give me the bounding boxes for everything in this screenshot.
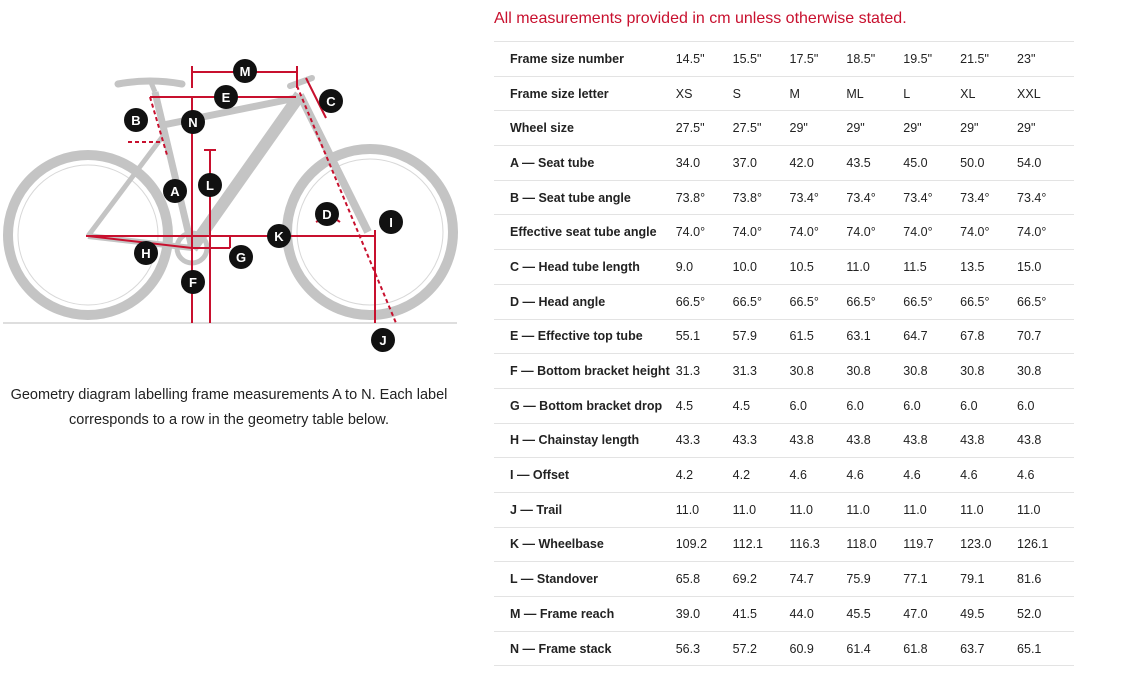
table-cell: 44.0 <box>790 597 847 632</box>
marker-D <box>315 202 339 226</box>
table-cell: 30.8 <box>790 354 847 389</box>
table-cell: 73.4° <box>846 180 903 215</box>
table-cell: 15.5" <box>733 42 790 77</box>
table-cell: 74.0° <box>903 215 960 250</box>
row-label: Wheel size <box>494 111 676 146</box>
table-cell: 11.0 <box>733 492 790 527</box>
row-label: B — Seat tube angle <box>494 180 676 215</box>
table-cell: 66.5° <box>1017 284 1074 319</box>
table-cell: 79.1 <box>960 562 1017 597</box>
table-cell: 43.3 <box>733 423 790 458</box>
row-label: N — Frame stack <box>494 631 676 666</box>
row-label: D — Head angle <box>494 284 676 319</box>
table-row <box>494 319 1074 354</box>
table-cell: 11.0 <box>846 250 903 285</box>
table-cell: 74.7 <box>790 562 847 597</box>
table-cell: 29" <box>903 111 960 146</box>
table-cell: 29" <box>790 111 847 146</box>
svg-text:H: H <box>141 246 151 261</box>
marker-A <box>163 179 187 203</box>
table-cell: 73.4° <box>1017 180 1074 215</box>
table-cell: L <box>903 76 960 111</box>
table-row <box>494 354 1074 389</box>
table-cell: 73.8° <box>676 180 733 215</box>
table-cell: 43.8 <box>790 423 847 458</box>
table-cell: 29" <box>960 111 1017 146</box>
table-row <box>494 146 1074 181</box>
geometry-table <box>494 41 1074 666</box>
table-cell: 14.5" <box>676 42 733 77</box>
table-cell: 30.8 <box>1017 354 1074 389</box>
marker-H <box>134 241 158 265</box>
table-row <box>494 250 1074 285</box>
table-cell: 74.0° <box>1017 215 1074 250</box>
svg-text:K: K <box>274 229 284 244</box>
row-label: I — Offset <box>494 458 676 493</box>
table-cell: 6.0 <box>1017 388 1074 423</box>
table-cell: 66.5° <box>960 284 1017 319</box>
table-cell: 47.0 <box>903 597 960 632</box>
table-cell: 116.3 <box>790 527 847 562</box>
row-label: M — Frame reach <box>494 597 676 632</box>
table-cell: 6.0 <box>903 388 960 423</box>
table-cell: 63.1 <box>846 319 903 354</box>
marker-L <box>198 173 222 197</box>
table-cell: 70.7 <box>1017 319 1074 354</box>
table-cell: XS <box>676 76 733 111</box>
row-label: C — Head tube length <box>494 250 676 285</box>
table-row <box>494 42 1074 77</box>
table-cell: 11.0 <box>790 492 847 527</box>
table-cell: 41.5 <box>733 597 790 632</box>
table-cell: 11.0 <box>846 492 903 527</box>
table-cell: 75.9 <box>846 562 903 597</box>
table-cell: 61.8 <box>903 631 960 666</box>
table-cell: 4.2 <box>676 458 733 493</box>
table-cell: 66.5° <box>676 284 733 319</box>
table-cell: 43.5 <box>846 146 903 181</box>
table-cell: 74.0° <box>846 215 903 250</box>
table-cell: 66.5° <box>733 284 790 319</box>
table-cell: 4.6 <box>960 458 1017 493</box>
table-cell: 10.5 <box>790 250 847 285</box>
marker-G <box>229 245 253 269</box>
table-cell: XL <box>960 76 1017 111</box>
measurement-units-notice: All measurements provided in cm unless otherwise stated. <box>494 10 907 27</box>
table-cell: 73.4° <box>960 180 1017 215</box>
table-cell: 4.5 <box>676 388 733 423</box>
table-cell: XXL <box>1017 76 1074 111</box>
table-cell: 73.4° <box>790 180 847 215</box>
marker-N <box>181 110 205 134</box>
table-cell: 43.8 <box>903 423 960 458</box>
table-row <box>494 180 1074 215</box>
table-cell: 13.5 <box>960 250 1017 285</box>
table-cell: 19.5" <box>903 42 960 77</box>
table-cell: 66.5° <box>790 284 847 319</box>
table-row <box>494 215 1074 250</box>
table-cell: 43.8 <box>846 423 903 458</box>
table-cell: M <box>790 76 847 111</box>
table-row <box>494 458 1074 493</box>
table-cell: 43.8 <box>960 423 1017 458</box>
table-cell: 4.6 <box>790 458 847 493</box>
table-cell: 4.6 <box>1017 458 1074 493</box>
marker-I <box>379 210 403 234</box>
table-row <box>494 631 1074 666</box>
table-cell: 126.1 <box>1017 527 1074 562</box>
table-cell: 6.0 <box>960 388 1017 423</box>
svg-text:M: M <box>239 64 251 79</box>
table-cell: 39.0 <box>676 597 733 632</box>
svg-text:D: D <box>322 207 332 222</box>
table-cell: 118.0 <box>846 527 903 562</box>
table-cell: 11.0 <box>903 492 960 527</box>
table-row <box>494 423 1074 458</box>
table-cell: 74.0° <box>676 215 733 250</box>
bike-geometry-diagram <box>0 40 470 360</box>
table-cell: 55.1 <box>676 319 733 354</box>
table-cell: S <box>733 76 790 111</box>
table-cell: 123.0 <box>960 527 1017 562</box>
row-label: Effective seat tube angle <box>494 215 676 250</box>
svg-text:F: F <box>189 275 197 290</box>
marker-M <box>233 59 257 83</box>
table-cell: 11.0 <box>1017 492 1074 527</box>
svg-text:A: A <box>170 184 180 199</box>
table-cell: 15.0 <box>1017 250 1074 285</box>
table-cell: 45.5 <box>846 597 903 632</box>
table-cell: 63.7 <box>960 631 1017 666</box>
table-cell: 60.9 <box>790 631 847 666</box>
table-cell: 57.9 <box>733 319 790 354</box>
table-cell: 54.0 <box>1017 146 1074 181</box>
table-row <box>494 527 1074 562</box>
table-cell: 52.0 <box>1017 597 1074 632</box>
table-row <box>494 284 1074 319</box>
row-label: G — Bottom bracket drop <box>494 388 676 423</box>
table-cell: 42.0 <box>790 146 847 181</box>
marker-F <box>181 270 205 294</box>
table-cell: 6.0 <box>846 388 903 423</box>
table-cell: 34.0 <box>676 146 733 181</box>
table-cell: 4.6 <box>903 458 960 493</box>
table-cell: 21.5" <box>960 42 1017 77</box>
row-label: J — Trail <box>494 492 676 527</box>
svg-text:I: I <box>389 215 393 230</box>
svg-text:L: L <box>206 178 214 193</box>
table-row <box>494 597 1074 632</box>
table-cell: 11.0 <box>676 492 733 527</box>
front-wheel <box>287 149 453 315</box>
table-cell: 4.5 <box>733 388 790 423</box>
table-cell: 4.6 <box>846 458 903 493</box>
table-cell: 10.0 <box>733 250 790 285</box>
table-cell: 31.3 <box>733 354 790 389</box>
marker-B <box>124 108 148 132</box>
table-cell: 61.5 <box>790 319 847 354</box>
marker-E <box>214 85 238 109</box>
diagram-caption: Geometry diagram labelling frame measurements A to N. Each label corresponds to a row in the geometry table below. <box>10 387 448 428</box>
table-cell: 74.0° <box>733 215 790 250</box>
table-cell: 30.8 <box>903 354 960 389</box>
table-cell: 9.0 <box>676 250 733 285</box>
table-cell: 49.5 <box>960 597 1017 632</box>
table-cell: 6.0 <box>790 388 847 423</box>
table-cell: 17.5" <box>790 42 847 77</box>
row-label: K — Wheelbase <box>494 527 676 562</box>
marker-K <box>267 224 291 248</box>
table-cell: 27.5" <box>676 111 733 146</box>
table-cell: 69.2 <box>733 562 790 597</box>
row-label: E — Effective top tube <box>494 319 676 354</box>
table-cell: 30.8 <box>960 354 1017 389</box>
table-cell: 61.4 <box>846 631 903 666</box>
table-row <box>494 111 1074 146</box>
table-cell: 81.6 <box>1017 562 1074 597</box>
saddle <box>118 81 182 84</box>
row-label: Frame size letter <box>494 76 676 111</box>
table-cell: 65.8 <box>676 562 733 597</box>
marker-J <box>371 328 395 352</box>
table-cell: 4.2 <box>733 458 790 493</box>
row-label: F — Bottom bracket height <box>494 354 676 389</box>
table-cell: 56.3 <box>676 631 733 666</box>
table-cell: 67.8 <box>960 319 1017 354</box>
table-cell: 109.2 <box>676 527 733 562</box>
row-label: L — Standover <box>494 562 676 597</box>
table-cell: 43.8 <box>1017 423 1074 458</box>
table-cell: 119.7 <box>903 527 960 562</box>
table-cell: 31.3 <box>676 354 733 389</box>
table-cell: 74.0° <box>960 215 1017 250</box>
table-cell: 112.1 <box>733 527 790 562</box>
svg-text:J: J <box>379 333 387 348</box>
table-cell: 66.5° <box>903 284 960 319</box>
table-cell: 73.8° <box>733 180 790 215</box>
table-cell: 64.7 <box>903 319 960 354</box>
svg-text:G: G <box>235 250 247 265</box>
table-cell: 11.0 <box>960 492 1017 527</box>
table-cell: ML <box>846 76 903 111</box>
table-cell: 27.5" <box>733 111 790 146</box>
table-cell: 57.2 <box>733 631 790 666</box>
table-cell: 29" <box>1017 111 1074 146</box>
svg-text:C: C <box>326 94 336 109</box>
table-cell: 73.4° <box>903 180 960 215</box>
table-cell: 43.3 <box>676 423 733 458</box>
table-cell: 66.5° <box>846 284 903 319</box>
table-row <box>494 492 1074 527</box>
table-row <box>494 562 1074 597</box>
table-cell: 74.0° <box>790 215 847 250</box>
table-cell: 45.0 <box>903 146 960 181</box>
table-row <box>494 388 1074 423</box>
table-cell: 37.0 <box>733 146 790 181</box>
svg-text:N: N <box>188 115 198 130</box>
table-cell: 11.5 <box>903 250 960 285</box>
table-cell: 18.5" <box>846 42 903 77</box>
table-cell: 50.0 <box>960 146 1017 181</box>
table-cell: 77.1 <box>903 562 960 597</box>
table-row <box>494 76 1074 111</box>
marker-C <box>319 89 343 113</box>
svg-text:B: B <box>131 113 141 128</box>
row-label: A — Seat tube <box>494 146 676 181</box>
bike-illustration <box>8 78 453 315</box>
row-label: H — Chainstay length <box>494 423 676 458</box>
table-cell: 29" <box>846 111 903 146</box>
row-label: Frame size number <box>494 42 676 77</box>
table-cell: 65.1 <box>1017 631 1074 666</box>
table-cell: 23" <box>1017 42 1074 77</box>
table-cell: 30.8 <box>846 354 903 389</box>
svg-text:E: E <box>221 90 231 105</box>
